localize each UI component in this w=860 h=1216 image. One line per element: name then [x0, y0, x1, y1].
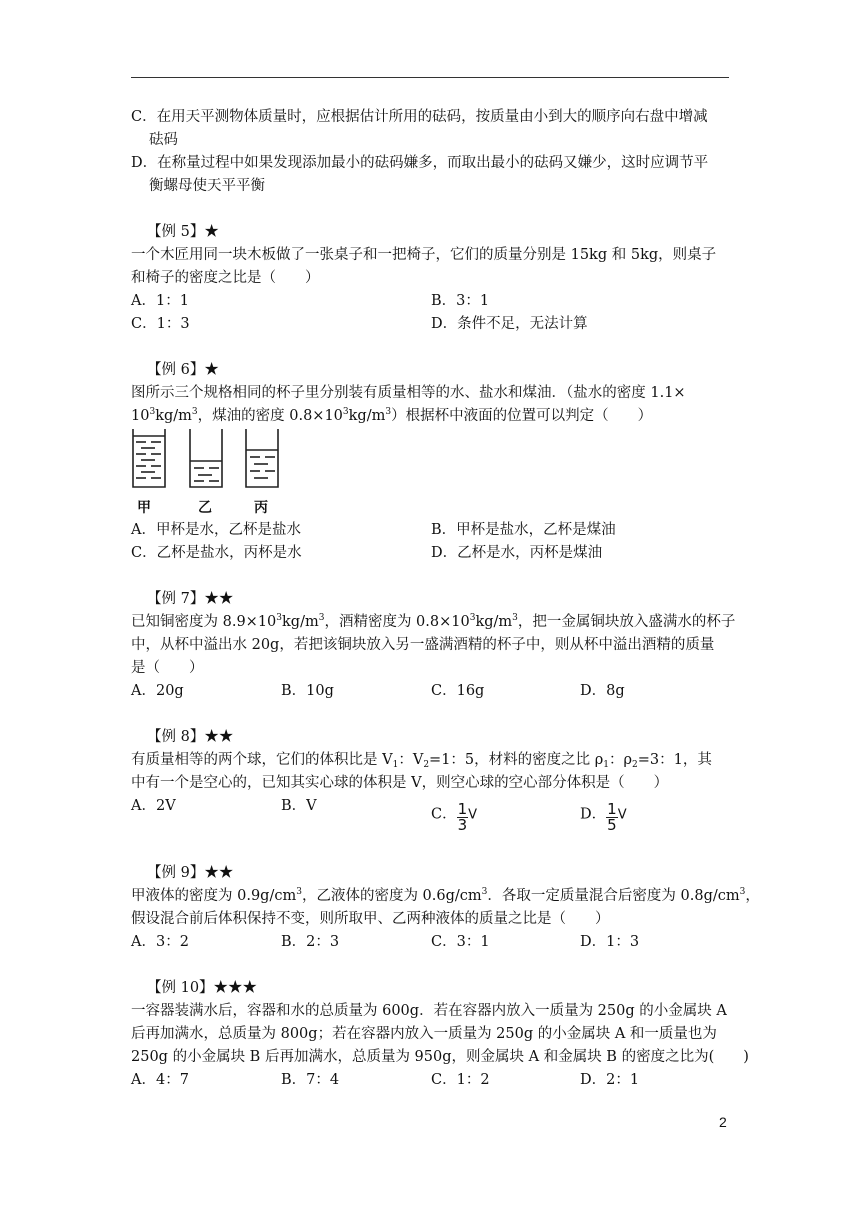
example-10-heading: 【例 10】★★★	[147, 980, 258, 996]
example-10-question-line-1: 一容器装满水后，容器和水的总质量为 600g．若在容器内放入一质量为 250g 的小金属块 A	[131, 1003, 727, 1019]
example-10-option-c: C．1：2	[431, 1072, 490, 1088]
example-9-option-d: D．1：3	[580, 934, 640, 950]
example-8-option-b: B．V	[281, 798, 317, 814]
example-9-option-a: A．3：2	[131, 934, 189, 950]
header-rule	[131, 77, 729, 78]
example-8-option-c: C． $\frac{1}{3}$ V	[431, 800, 478, 834]
example-7-option-b: B．10g	[281, 683, 334, 699]
example-7-question-line-3: 是（ ）	[131, 660, 204, 676]
example-5-question-line-2: 和椅子的密度之比是（ ）	[131, 270, 320, 286]
option-c-line-1: C．在用天平测物体质量时，应根据估计所用的砝码，按质量由小到大的顺序向右盘中增减	[131, 109, 708, 125]
example-5-option-c: C．1：3	[131, 316, 190, 332]
three-cups-figure	[131, 428, 291, 496]
example-5-question-line-1: 一个木匠用同一块木板做了一张桌子和一把椅子，它们的质量分别是 15kg 和 5kg，则桌子	[131, 247, 717, 263]
fraction-one-third: $\frac{1}{3}$	[457, 800, 468, 834]
example-9-heading: 【例 9】★★	[147, 865, 234, 881]
example-7-heading: 【例 7】★★	[147, 591, 234, 607]
page-number: 2	[719, 1114, 727, 1130]
example-10-question-line-3: 250g 的小金属块 B 后再加满水，总质量为 950g，则金属块 A 和金属块 B 的密度之比为( )	[131, 1049, 749, 1065]
cup-label-jia: 甲	[137, 500, 151, 516]
example-8-heading: 【例 8】★★	[147, 729, 234, 745]
example-5-option-d: D．条件不足，无法计算	[431, 316, 588, 332]
cup-label-bing: 丙	[254, 500, 268, 516]
example-6-option-a: A．甲杯是水，乙杯是盐水	[131, 522, 301, 538]
example-9-question-line-1: 甲液体的密度为 $0.9g/cm^3$，乙液体的密度为 $0.6g/cm^3$．各取一定质量混合后密度为 $0.8g/cm^3$，	[131, 887, 760, 904]
example-7-option-c: C．16g	[431, 683, 485, 699]
example-6-heading: 【例 6】★	[147, 362, 219, 378]
example-7-option-a: A．20g	[131, 683, 184, 699]
option-d-line-1: D．在称量过程中如果发现添加最小的砝码嫌多，而取出最小的砝码又嫌少，这时应调节平	[131, 155, 709, 171]
example-10-option-d: D．2：1	[580, 1072, 640, 1088]
example-8-option-a: A．2V	[131, 798, 176, 814]
example-7-option-d: D．8g	[580, 683, 625, 699]
example-6-option-c: C．乙杯是盐水，丙杯是水	[131, 545, 302, 561]
example-9-option-c: C．3：1	[431, 934, 490, 950]
example-7-question-line-2: 中，从杯中溢出水 20g，若把该铜块放入另一盛满酒精的杯子中，则从杯中溢出酒精的质量	[131, 637, 715, 653]
example-6-question-line-2: $10^3kg/m^3$，煤油的密度 $0.8\times 10^3kg/m^3$）根据杯中液面的位置可以判定（ ）	[131, 407, 653, 424]
example-8-option-d: D． $\frac{1}{5}$ V	[580, 800, 627, 834]
example-9-question-line-2: 假设混合前后体积保持不变，则所取甲、乙两种液体的质量之比是（ ）	[131, 911, 610, 927]
example-6-option-d: D．乙杯是水，丙杯是煤油	[431, 545, 603, 561]
example-6-option-b: B．甲杯是盐水，乙杯是煤油	[431, 522, 616, 538]
example-10-option-a: A．4：7	[131, 1072, 189, 1088]
example-9-option-b: B．2：3	[281, 934, 340, 950]
example-5-heading: 【例 5】★	[147, 224, 219, 240]
example-8-question-line-1: 有质量相等的两个球，它们的体积比是 $V_1$：$V_2=1$：5，材料的密度之比 $\rho_1$：$\rho_2=3$：1，其	[131, 752, 712, 770]
example-5-option-b: B．3：1	[431, 293, 490, 309]
example-5-option-a: A．1：1	[131, 293, 189, 309]
cup-label-yi: 乙	[198, 500, 212, 516]
example-6-question-line-1: 图所示三个规格相同的杯子里分别装有质量相等的水、盐水和煤油．（盐水的密度 1.1×	[131, 385, 686, 401]
example-8-question-line-2: 中有一个是空心的，已知其实心球的体积是 V，则空心球的空心部分体积是（ ）	[131, 775, 669, 791]
option-d-line-2: 衡螺母使天平平衡	[149, 178, 265, 194]
example-7-question-line-1: 已知铜密度为 $8.9\times 10^3kg/m^3$，酒精密度为 $0.8\times 10^3kg/m^3$，把一金属铜块放入盛满水的杯子	[131, 613, 736, 630]
fraction-one-fifth: $\frac{1}{5}$	[607, 800, 617, 834]
option-c-line-2: 砝码	[149, 132, 178, 148]
example-10-question-line-2: 后再加满水，总质量为 800g；若在容器内放入一质量为 250g 的小金属块 A 和一质量也为	[131, 1026, 717, 1042]
example-10-option-b: B．7：4	[281, 1072, 340, 1088]
